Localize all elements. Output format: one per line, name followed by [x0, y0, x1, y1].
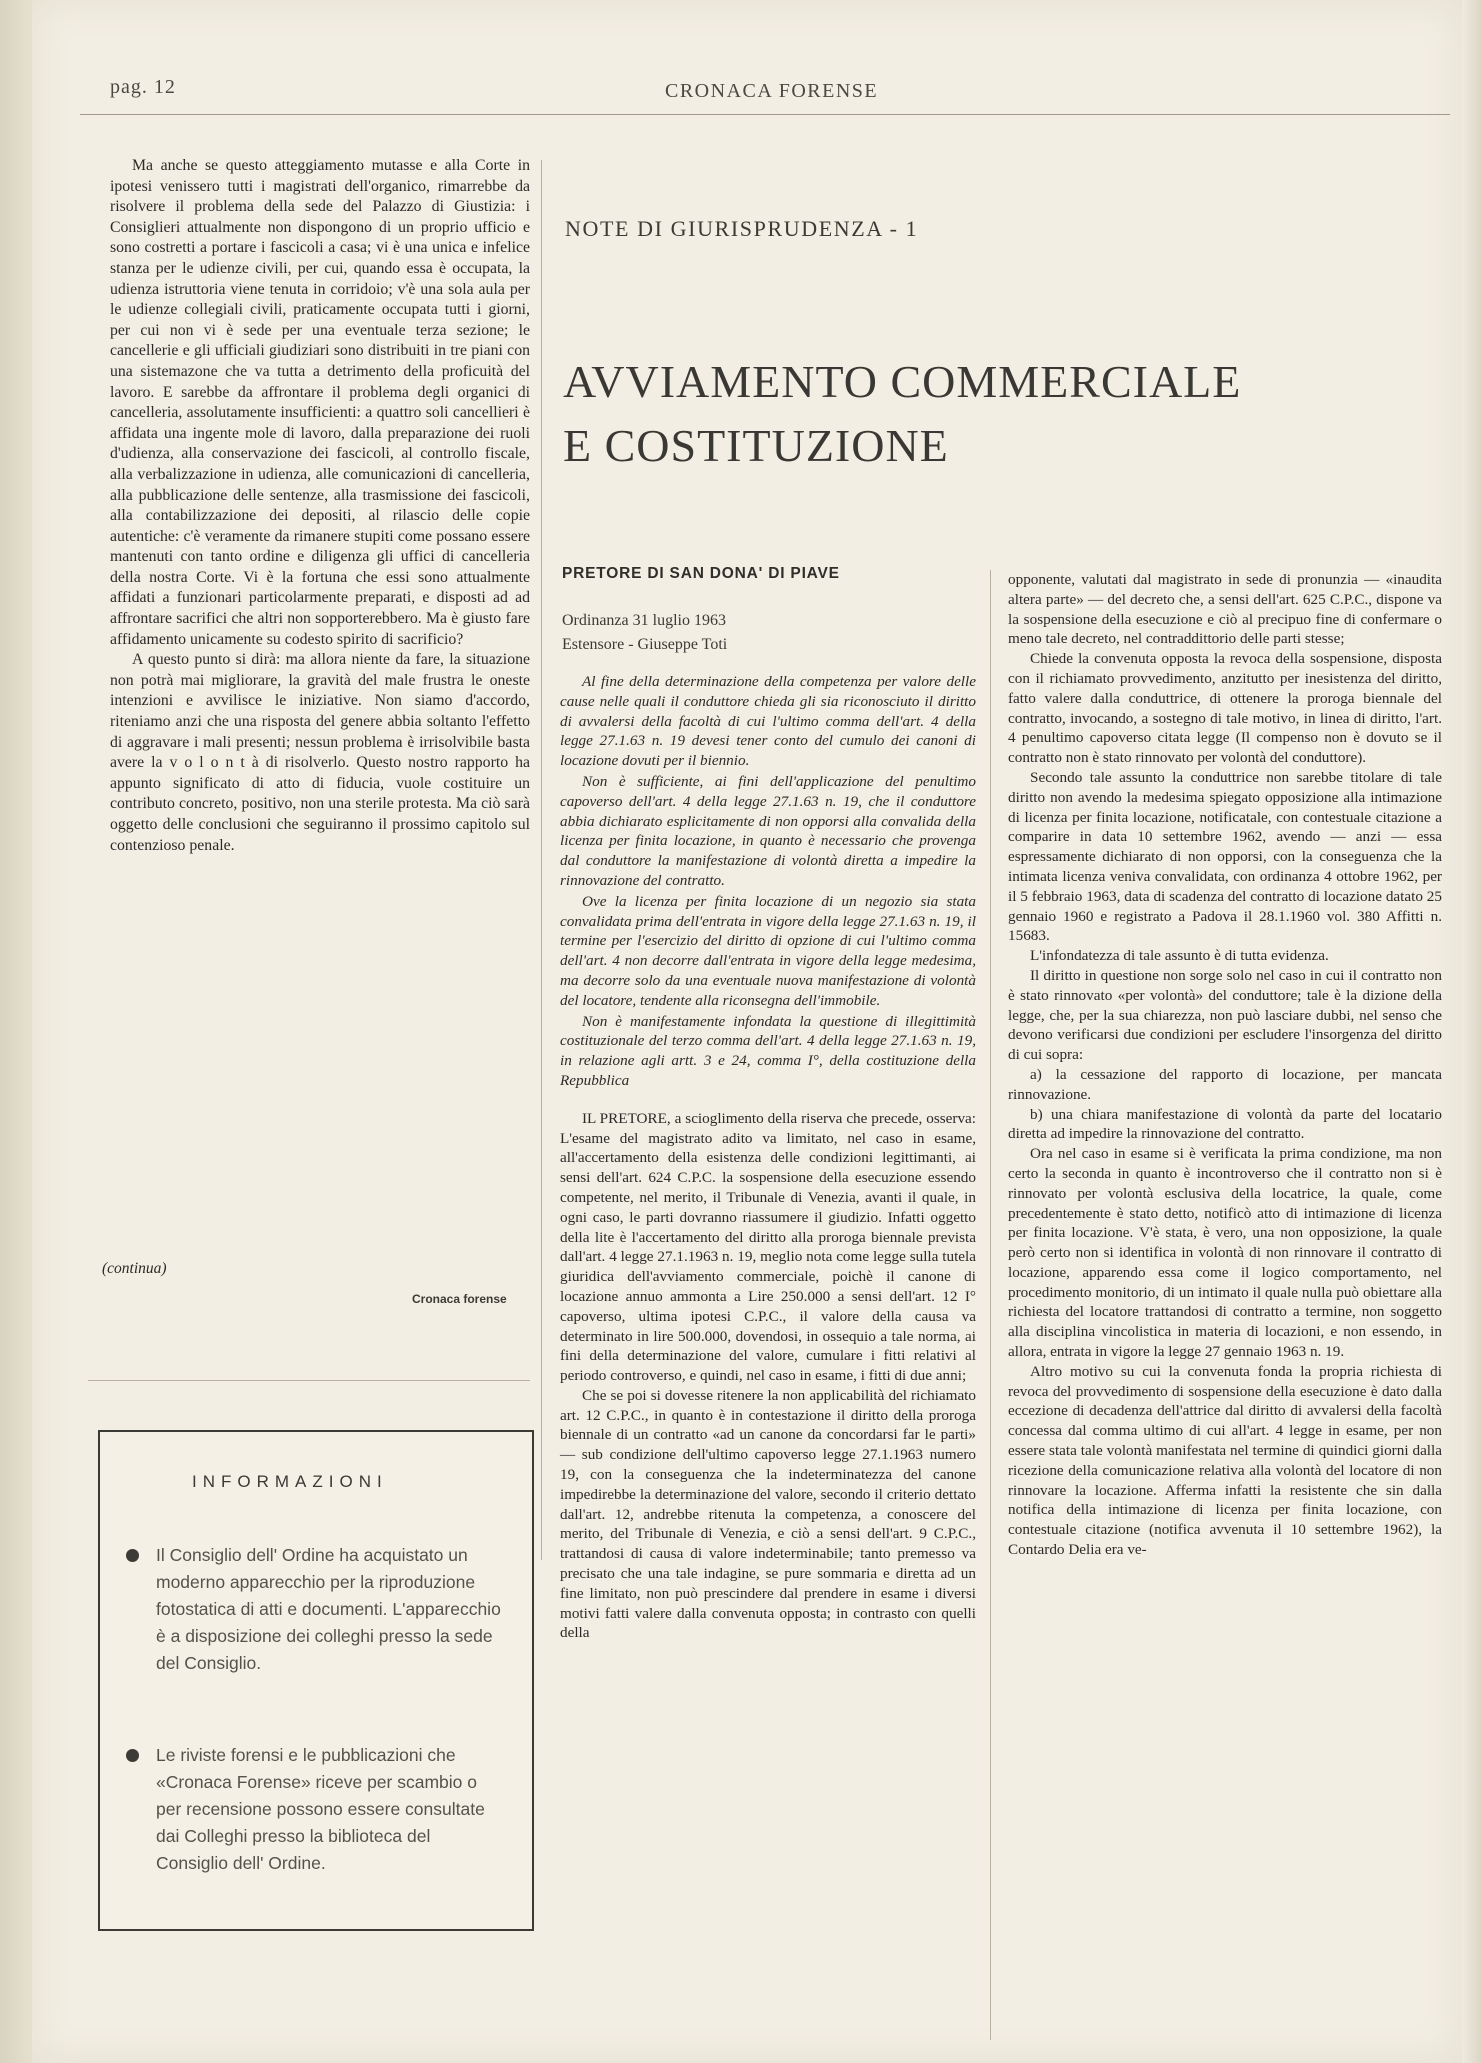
continua-note: (continua): [102, 1260, 167, 1277]
column-middle: [560, 672, 976, 1643]
info-item-text: Le riviste forensi e le pubblicazioni che «Cronaca Forense» riceve per scambio o per recensione possono essere consultate dai Colleghi presso la biblioteca del Consiglio dell' Ordine.: [156, 1745, 485, 1873]
column-divider: [541, 160, 542, 1560]
massima: Ove la licenza per finita locazione di un negozio sia stata convalidata prima dell'entrata in vigore della legge 27.1.63 n. 19, il termine per l'esercizio del diritto di opzione di cui l'ultimo comma dell'art. 4 non decorre dall'entrata in vigore della legge medesima, ma decorre solo da una eventuale nuova manifestazione di volontà del locatore, tendente alla riconsegna dell'immobile.: [560, 892, 976, 1009]
massima: Non è sufficiente, ai fini dell'applicazione del penultimo capoverso dell'art. 4 della legge 27.1.63 n. 19, che il conduttore abbia dichiarato esplicitamente di non opporsi alla convalida della licenza per finita locazione, in quanto è necessario che provenga dal conduttore la manifestazione di volontà diretta a impedire la rinnovazione del contratto.: [560, 772, 976, 889]
massima: Al fine della determinazione della competenza per valore delle cause nelle quali il conduttore chieda gli sia riconosciuto il diritto di avvalersi della facoltà di cui l'ultimo comma dell'art. 4 della legge 27.1.63 n. 19 devesi tener conto del cumulo dei canoni di locazione dovuti per il biennio.: [560, 673, 976, 770]
bullet-icon: [126, 1549, 139, 1562]
column-left: [110, 156, 530, 856]
info-box-title: INFORMAZIONI: [192, 1472, 388, 1491]
signature: Cronaca forense: [412, 1292, 507, 1306]
paragraph: Il diritto in questione non sorge solo nel caso in cui il contratto non è stato rinnovato «per volontà» del conduttore; tale è la dizione della legge, che, per la sua chiarezza, non può lasciare dubbi, nel senso che devono verificarsi due condizioni per escludere l'insorgenza del diritto di cui sopra:: [1008, 966, 1442, 1064]
info-item: [126, 1542, 506, 1677]
ruling-author: Estensore - Giuseppe Toti: [562, 636, 728, 653]
paragraph: Ora nel caso in esame si è verificata la prima condizione, ma non certo la seconda in quanto è incontroverso che il contratto non si è rinnovato per volontà esclusiva della locatrice, la quale, come precedentemente è stato detto, notificò atto di intimazione di licenza per finita locazione. V'è stata, è vero, una non opposizione, la quale però certo non si identifica in volontà di non rinnovare il contratto di locazione, apparendo essa come il logico comportamento, nel procedimento monitorio, di un intimato il quale nulla può obiettare alla richiesta del locatore trattandosi di contratto a termine, non soggetto alla disciplina vincolistica in materia di locazioni, e non essendo, in allora, entrata in vigore la legge 27 gennaio 1963 n. 19.: [1008, 1145, 1442, 1361]
page-header: [80, 76, 1450, 116]
massima: Non è manifestamente infondata la questione di illegittimità costituzionale del terzo comma dell'art. 4 della legge 27.1.63 n. 19, in relazione agli artt. 3 e 24, comma I°, della costituzione della Repubblica: [560, 1012, 976, 1089]
info-item-text: Il Consiglio dell' Ordine ha acquistato un moderno apparecchio per la riproduzione fotostatica di atti e documenti. L'apparecchio è a disposizione dei colleghi presso la sede del Consiglio.: [156, 1545, 501, 1673]
column-right: [1008, 570, 1442, 1560]
court-name: PRETORE DI SAN DONA' DI PIAVE: [562, 565, 840, 582]
column-divider: [990, 570, 991, 2040]
divider-rule: [88, 1380, 530, 1381]
paragraph: L'infondatezza di tale assunto è di tutta evidenza.: [1030, 947, 1329, 965]
paragraph: Altro motivo su cui la convenuta fonda la propria richiesta di revoca del provvedimento di sospensione della esecuzione è dato dalla eccezione di decadenza dell'attrice dal diritto di avvalersi della facoltà concessa dal comma ultimo di cui all'art. 4 legge in esame, per non essere stata tale volontà manifestata nel termine di quindici giorni dalla ricezione della comunicazione relativa alla volontà del locatore di non rinnovare la locazione. Afferma infatti la resistente che sin dalla notifica della intimazione di licenza per finita locazione, con contestuale citazione (notifica avvenuta il 10 settembre 1962), la Contardo Delia era ve-: [1008, 1362, 1442, 1559]
paragraph: Che se poi si dovesse ritenere la non applicabilità del richiamato art. 12 C.P.C., in quanto è in contestazione il diritto della proroga biennale di un contratto «ad un canone da concordarsi far le parti» — sub condizione dell'ultimo capoverso legge 27.1.1963 numero 19, con la conseguenza che la indeterminatezza del canone impedirebbe la determinazione del valore, secondo il criterio dettato dall'art. 12, andrebbe ritenuta la competenza, a conoscere del merito, del Tribunale di Venezia, e ciò a sensi dell'art. 9 C.P.C., trattandosi di causa di valore indeterminabile; tanto premesso va precisato che una tale indagine, se pure sommaria e diretta ad un fine limitato, non può prescindere dal prendere in esame i diversi motivi fatti valere dalla convenuta opposta; in contrasto con quelli della: [560, 1386, 976, 1642]
paragraph: opponente, valutati dal magistrato in sede di pronunzia — «inaudita altera parte» — del decreto che, a sensi dell'art. 625 C.P.C., dispone va la sospensione della esecuzione e ciò al precipuo fine di confermare o meno tale decreto, nel contraddittorio delle parti stesse;: [1008, 571, 1442, 648]
bullet-icon: [126, 1749, 139, 1762]
paragraph: A questo punto si dirà: ma allora niente da fare, la situazione non potrà mai migliorare, la gravità del male frustra le oneste intenzioni e avvilisce le iniziative. Non siamo d'accordo, riteniamo anzi che una risposta del genere abbia soltanto l'effetto di aggravare i mali presenti; nessun problema è irrisolvibile basta avere la v o l o n t à di risolverlo. Questo nostro rapporto ha appunto significato di atto di fiducia, vuole costituire un contributo concreto, positivo, non una sterile protesta. Ma ciò sarà oggetto delle conclusioni che seguiranno il prossimo capitolo sul contenzioso penale.: [110, 651, 530, 854]
paragraph: a) la cessazione del rapporto di locazione, per mancata rinnovazione.: [1008, 1065, 1442, 1103]
page-number: pag. 12: [110, 76, 176, 98]
paragraph: b) una chiara manifestazione di volontà da parte del locatario diretta ad impedire la rinnovazione del contratto.: [1008, 1105, 1442, 1143]
info-box: [98, 1430, 534, 1931]
ruling-date: Ordinanza 31 luglio 1963: [562, 612, 726, 629]
paragraph: Secondo tale assunto la conduttrice non sarebbe titolare di tale diritto non avendo la medesima spiegato opposizione alla intimazione di licenza per finita locazione, notificatale, con contestuale citazione a comparire in data 10 settembre 1962, avendo — anzi — essa espressamente dichiarato di non opporsi, con la conseguenza che la intimata licenza veniva convalidata, con ordinanza 4 ottobre 1962, per il 5 febbraio 1963, data di scadenza del contratto di locazione datato 25 gennaio 1960 e registrato a Padova il 28.1.1960 vol. 380 Affitti n. 15683.: [1008, 768, 1442, 945]
page-edge-strip: [0, 0, 32, 2063]
header-rule: [80, 114, 1450, 115]
article-title-line: E COSTITUZIONE: [563, 420, 949, 471]
section-heading: NOTE DI GIURISPRUDENZA - 1: [565, 216, 919, 241]
paragraph: IL PRETORE, a scioglimento della riserva che precede, osserva: L'esame del magistrato adito va limitato, nel caso in esame, all'accertamento della esistenza delle condizioni legittimanti, ai sensi dell'art. 624 C.P.C. la sospensione della esecuzione essendo competente, nel merito, il Tribunale di Venezia, avanti il quale, in ogni caso, le parti dovranno riassumere il giudizio. Infatti oggetto della lite è l'accertamento del diritto alla proroga biennale prevista dall'art. 4 legge 27.1.1963 n. 19, meglio nota come legge sulla tutela giuridica dell'avviamento commerciale, poichè il canone di locazione annuo ammonta a Lire 250.000 a sensi dell'art. 12 I° capoverso, ultima ipotesi C.P.C., il valore della causa va determinato in lire 500.000, dovendosi, in ossequio a tale norma, ai fini della determinazione del valore, cumulare i fitti relativi al periodo controverso, e quindi, nel caso in esame, i fitti di due anni;: [560, 1109, 976, 1385]
paragraph: Chiede la convenuta opposta la revoca della sospensione, disposta con il richiamato provvedimento, anzitutto per inesistenza del diritto, fatto valere dalla conduttrice, di ottenere la proroga biennale del contratto, invocando, a sostegno di tale motivo, in linea di diritto, l'art. 4 penultimo capoverso citata legge (Il compenso non è dovuto se il contratto non è stato rinnovato per volontà del conduttore).: [1008, 650, 1442, 767]
paragraph: Ma anche se questo atteggiamento mutasse e alla Corte in ipotesi venissero tutti i magistrati dell'organico, rimarrebbe da risolvere il problema della sede del Palazzo di Giustizia: i Consiglieri attualmente non dispongono di un proprio ufficio e sono costretti a portare i fascicoli a casa; vi è una unica e infelice stanza per le udienze civili, per cui, quando essa è occupata, la udienza istruttoria viene tenuta in corridoio; v'è una sola aula per le udienze collegiali civili, praticamente occupata tutti i giorni, per cui non vi è sede per una eventuale terza sezione; le cancellerie e gli ufficiali giudiziari sono distribuiti in tre piani con una sistemazone che va tutta a detrimento della proficuità del lavoro. E sarebbe da affrontare il problema degli organici di cancelleria, assolutamente insufficienti: a quattro soli cancellieri è affidata una ingente mole di lavoro, dalla preparazione dei ruoli d'udienza, alla conservazione dei fascicoli, al controllo fiscale, alla verbalizzazione in udienza, alle comunicazioni di cancelleria, alla pubblicazione delle sentenze, alla trasmissione dei fascicoli, alla contabilizzazione dei depositi, al rilascio delle copie autentiche: c'è veramente da rimanere stupiti come possano essere mantenuti con tanto ordine e diligenza gli uffici di cancelleria della nostra Corte. Vi è la fortuna che essi sono attualmente affidati a funzionari particolarmente preparati, e disposti ad ad affrontare sacrifici che altri non sopporterebbero. Ma è giusto fare affidamento unicamente su codesto spirito di sacrificio?: [110, 157, 530, 648]
journal-title: CRONACA FORENSE: [665, 80, 879, 102]
article-title: [563, 350, 1241, 478]
page-fold-right: [1462, 0, 1482, 2063]
info-item: [126, 1742, 506, 1877]
article-title-line: AVVIAMENTO COMMERCIALE: [563, 356, 1242, 407]
